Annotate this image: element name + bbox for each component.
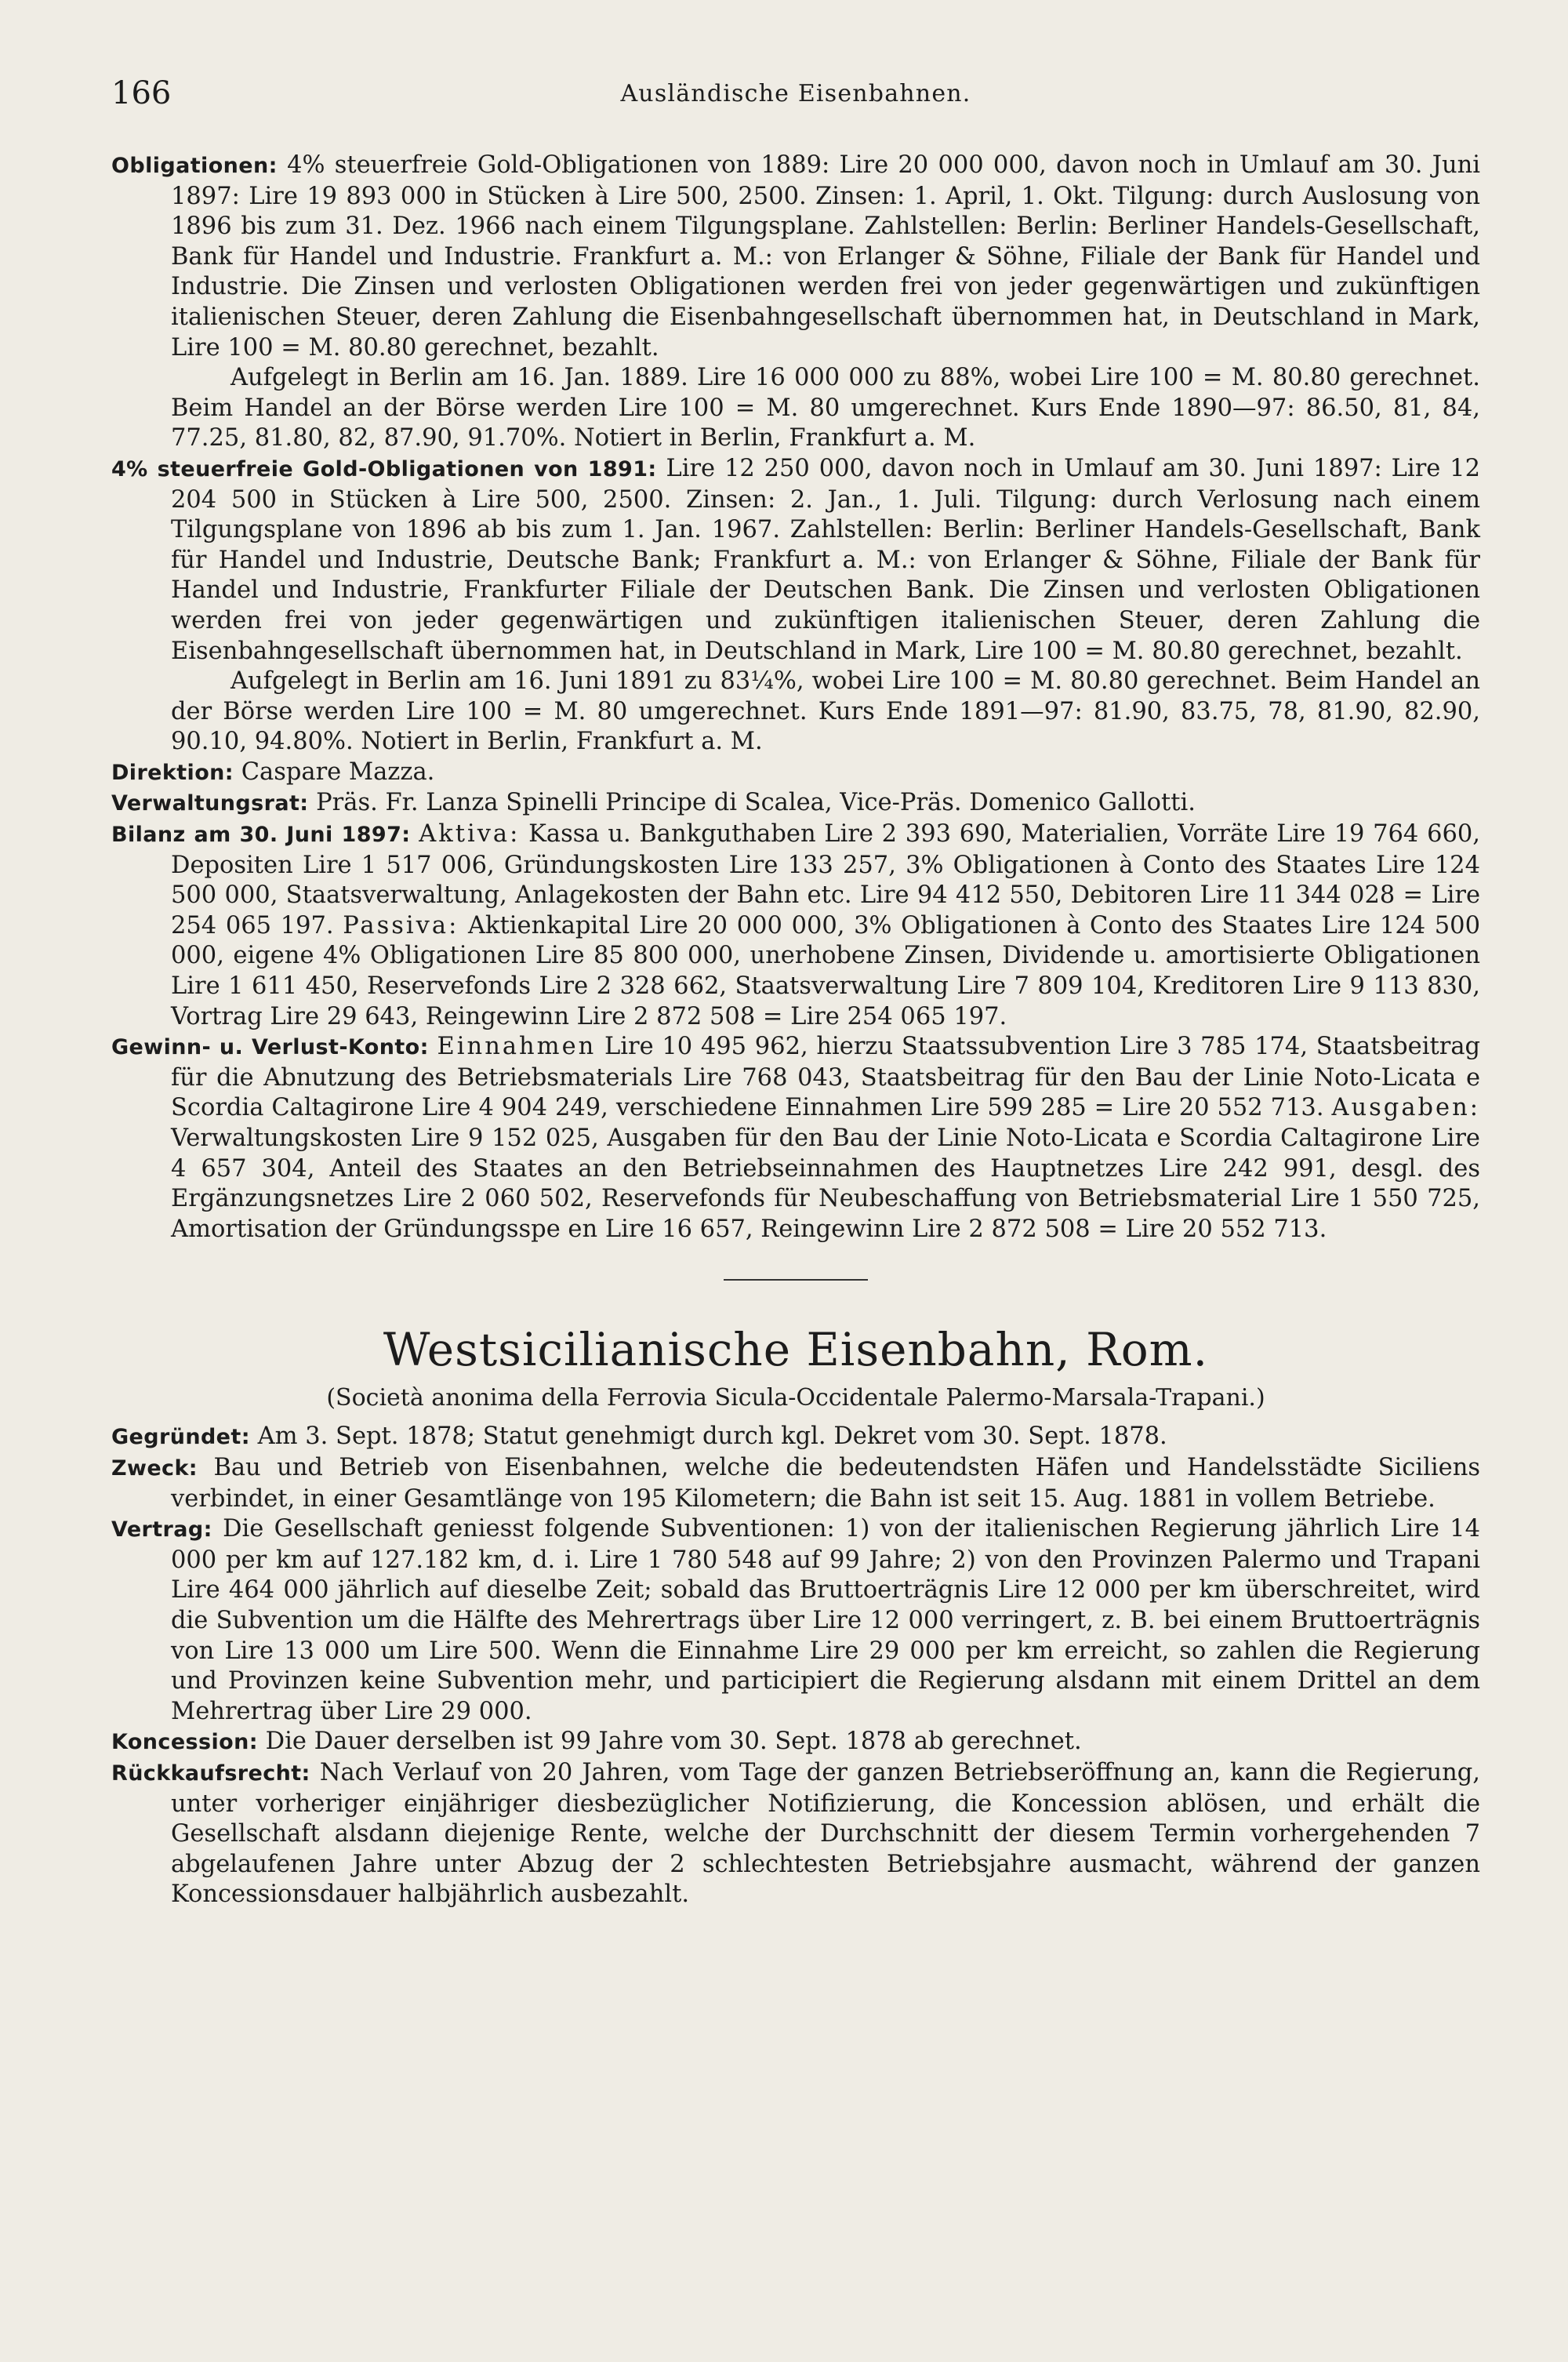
text-obligationen-1889: 4% steuerfreie Gold-Obligationen von 1889: Lire 20 000 000, davon noch in Umlauf am 30. Juni 1897: Lire 19 893 000 in Stücken à Lire 500, 2500. Zinsen: 1. April, 1. Okt. Tilgung: durch Auslosung von 1896 bis zum 31. Dez. 1966 nach einem Tilgungsplane. Zahlstellen: Berlin: Berliner Handels-Gesellschaft, Bank für Handel und Industrie. Frankfurt a. M.: von Erlanger & Söhne, Filiale der Bank für Handel und Industrie. Die Zinsen und verlosten Obligationen werden frei von jeder gegenwärtigen und zukünftigen italienischen Steuer, deren Zahlung die Eisenbahngesellschaft übernommen hat, in Deutschland in Mark, Lire 100 = M. 80.80 gerechnet, bezahlt. bbox=[171, 151, 1480, 362]
page-body bbox=[111, 151, 1480, 1910]
text-direktion: Caspare Mazza. bbox=[241, 758, 435, 786]
entry-bilanz bbox=[111, 819, 1480, 1032]
text-koncession: Die Dauer derselben ist 99 Jahre vom 30. Sept. 1878 ab gerechnet. bbox=[265, 1728, 1082, 1756]
entry-rueckkaufsrecht bbox=[111, 1758, 1480, 1910]
entry-zweck bbox=[111, 1453, 1480, 1514]
entry-obligationen-1891 bbox=[111, 454, 1480, 667]
label-vertrag: Vertrag: bbox=[111, 1517, 212, 1543]
text-aktiva: Kassa u. Bankguthaben Lire 2 393 690, Materialien, Vorräte Lire 19 764 660, Depositen Lire 1 517 006, Gründungskosten Lire 133 257, 3% Obligationen à Conto des Staates Lire 124 500 000, Staatsverwaltung, Anlagekosten der Bahn etc. Lire 94 412 550, Debitoren Lire 11 344 028 = Lire 254 065 197. bbox=[171, 820, 1480, 939]
entry-obligationen-1889 bbox=[111, 151, 1480, 363]
section-subtitle: (Società anonima della Ferrovia Sicula-Occidentale Palermo-Marsala-Trapani.) bbox=[326, 1384, 1265, 1412]
paragraph-aufgelegt-1891: Aufgelegt in Berlin am 16. Juni 1891 zu 83¼%, wobei Lire 100 = M. 80.80 gerechnet. Beim Handel an der Börse werden Lire 100 = M. 80 umgerechnet. Kurs Ende 1891—97: 81.90, 83.75, 78, 81.90, 82.90, 90.10, 94.80%. Notiert in Berlin, Frankfurt a. M. bbox=[171, 667, 1480, 756]
text-zweck: Bau und Betrieb von Eisenbahnen, welche die bedeutendsten Häfen und Handelsstädte Siciliens verbindet, in einer Gesamtlänge von 195 Kilometern; die Bahn ist seit 15. Aug. 1881 in vollem Betriebe. bbox=[171, 1453, 1480, 1513]
label-obligationen-1891: 4% steuerfreie Gold-Obligationen von 1891: bbox=[111, 456, 657, 481]
section-title: Westsicilianische Eisenbahn, Rom. bbox=[383, 1323, 1209, 1377]
entry-koncession bbox=[111, 1727, 1480, 1758]
label-koncession: Koncession: bbox=[111, 1730, 258, 1755]
label-ausgaben: Ausgaben: bbox=[1331, 1094, 1481, 1122]
entry-verwaltungsrat bbox=[111, 788, 1480, 819]
entry-vertrag bbox=[111, 1514, 1480, 1727]
text-verwaltungsrat: Präs. Fr. Lanza Spinelli Principe di Scalea, Vice-Präs. Domenico Gallotti. bbox=[316, 789, 1196, 817]
section-divider bbox=[724, 1279, 868, 1281]
label-obligationen: Obligationen: bbox=[111, 154, 278, 178]
text-obligationen-1891: Lire 12 250 000, davon noch in Umlauf am 30. Juni 1897: Lire 12 204 500 in Stücken à Lire 500, 2500. Zinsen: 2. Jan., 1. Juli. Tilgung: durch Verlosung nach einem Tilgungsplane von 1896 ab bis zum 1. Jan. 1967. Zahlstellen: Berlin: Berliner Handels-Gesellschaft, Bank für Handel und Industrie, Deutsche Bank; Frankfurt a. M.: von Erlanger & Söhne, Filiale der Bank für Handel und Industrie, Frankfurter Filiale der Deutschen Bank. Die Zinsen und verlosten Obligationen werden frei von jeder gegenwärtigen und zukünftigen italienischen Steuer, deren Zahlung die Eisenbahngesellschaft übernommen hat, in Deutschland in Mark, Lire 100 = M. 80.80 gerechnet, bezahlt. bbox=[171, 454, 1480, 665]
text-vertrag: Die Gesellschaft geniesst folgende Subventionen: 1) von der italienischen Regierung jährlich Lire 14 000 per km auf 127.182 km, d. i. Lire 1 780 548 auf 99 Jahre; 2) von den Provinzen Palermo und Trapani Lire 464 000 jährlich auf dieselbe Zeit; sobald das Bruttoerträgnis Lire 12 000 per km überschreitet, wird die Subvention um die Hälfte des Mehrertrags über Lire 12 000 verringert, z. B. bei einem Bruttoerträgnis von Lire 13 000 um Lire 500. Wenn die Einnahme Lire 29 000 per km erreicht, so zahlen die Regierung und Provinzen keine Subvention mehr, und participiert die Regierung alsdann mit einem Drittel an dem Mehrertrag über Lire 29 000. bbox=[171, 1515, 1480, 1725]
text-einnahmen: Lire 10 495 962, hierzu Staatssubvention Lire 3 785 174, Staatsbeitrag für die Abnutzung des Betriebsmaterials Lire 768 043, Staatsbeitrag für den Bau der Linie Noto-Licata e Scordia Caltagirone Lire 4 904 249, verschiedene Einnahmen Lire 599 285 = Lire 20 552 713. bbox=[171, 1033, 1481, 1122]
running-title: Ausländische Eisenbahnen. bbox=[620, 80, 971, 107]
text-rueckkaufsrecht: Nach Verlauf von 20 Jahren, vom Tage der ganzen Betriebseröffnung an, kann die Regierung, unter vorheriger einjähriger diesbezüglicher Notifizierung, die Koncession ablösen, und erhält die Gesellschaft alsdann diejenige Rente, welche der Durchschnitt der diesem Termin vorhergehenden 7 abgelaufenen Jahre unter Abzug der 2 schlechtesten Betriebsjahre ausmacht, während der ganzen Koncessionsdauer halbjährlich ausbezahlt. bbox=[171, 1758, 1480, 1909]
label-rueckkaufsrecht: Rückkaufsrecht: bbox=[111, 1761, 310, 1786]
entry-gewinn-verlust bbox=[111, 1032, 1480, 1245]
page-header bbox=[111, 75, 1480, 130]
label-bilanz: Bilanz am 30. Juni 1897: bbox=[111, 823, 411, 848]
page-number: 166 bbox=[111, 75, 172, 111]
label-gewinn-verlust: Gewinn- u. Verlust-Konto: bbox=[111, 1035, 429, 1060]
entry-gegruendet bbox=[111, 1422, 1480, 1453]
text-passiva: Aktienkapital Lire 20 000 000, 3% Obligationen à Conto des Staates Lire 124 500 000, eigene 4% Obligationen Lire 85 800 000, unerhobene Zinsen, Dividende u. amortisierte Obligationen Lire 1 611 450, Reservefonds Lire 2 328 662, Staatsverwaltung Lire 7 809 104, Kreditoren Lire 9 113 830, Vortrag Lire 29 643, Reingewinn Lire 2 872 508 = Lire 254 065 197. bbox=[171, 911, 1480, 1030]
label-einnahmen: Einnahmen bbox=[437, 1033, 597, 1061]
label-zweck: Zweck: bbox=[111, 1455, 198, 1481]
label-passiva: Passiva: bbox=[343, 911, 459, 939]
label-gegruendet: Gegründet: bbox=[111, 1425, 250, 1450]
text-gegruendet: Am 3. Sept. 1878; Statut genehmigt durch kgl. Dekret vom 30. Sept. 1878. bbox=[257, 1423, 1167, 1451]
entry-direktion bbox=[111, 758, 1480, 789]
paragraph-aufgelegt-1889: Aufgelegt in Berlin am 16. Jan. 1889. Lire 16 000 000 zu 88%, wobei Lire 100 = M. 80.80 gerechnet. Beim Handel an der Börse werden Lire 100 = M. 80 umgerechnet. Kurs Ende 1890—97: 86.50, 81, 84, 77.25, 81.80, 82, 87.90, 91.70%. Notiert in Berlin, Frankfurt a. M. bbox=[171, 364, 1480, 452]
label-verwaltungsrat: Verwaltungsrat: bbox=[111, 791, 309, 816]
label-aktiva: Aktiva: bbox=[419, 820, 521, 849]
text-ausgaben: Verwaltungskosten Lire 9 152 025, Ausgaben für den Bau der Linie Noto-Licata e Scordia Caltagirone Lire 4 657 304, Anteil des Staates an den Betriebseinnahmen des Hauptnetzes Lire 242 991, desgl. des Ergänzungsnetzes Lire 2 060 502, Reservefonds für Neubeschaffung von Betriebsmaterial Lire 1 550 725, Amortisation der Gründungsspe en Lire 16 657, Reingewinn Lire 2 872 508 = Lire 20 552 713. bbox=[171, 1125, 1480, 1243]
label-direktion: Direktion: bbox=[111, 760, 234, 785]
